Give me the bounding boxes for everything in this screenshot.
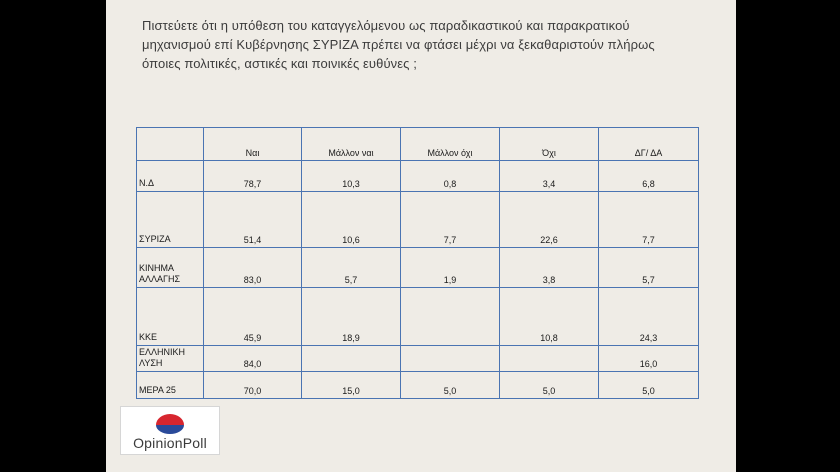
row-label: ΚΙΝΗΜΑ ΑΛΛΑΓΗΣ	[137, 248, 204, 288]
value-cell: 5,0	[599, 372, 699, 399]
row-label: ΕΛΛΗΝΙΚΗ ΛΥΣΗ	[137, 346, 204, 372]
value-cell: 10,8	[500, 288, 599, 346]
value-cell: 45,9	[204, 288, 302, 346]
table-body	[137, 161, 699, 399]
value-cell: 3,8	[500, 248, 599, 288]
header-cell-rather-no: Μάλλον όχι	[401, 128, 500, 161]
results-table	[136, 127, 699, 399]
header-cell-rather-yes: Μάλλον ναι	[302, 128, 401, 161]
row-label: ΜΕΡΑ 25	[137, 372, 204, 399]
value-cell: 6,8	[599, 161, 699, 192]
value-cell: 70,0	[204, 372, 302, 399]
value-cell: 5,7	[599, 248, 699, 288]
value-cell: 22,6	[500, 192, 599, 248]
value-cell: 78,7	[204, 161, 302, 192]
survey-question	[142, 16, 722, 73]
header-cell-no: Όχι	[500, 128, 599, 161]
table-row	[137, 161, 699, 192]
table-row	[137, 248, 699, 288]
value-cell: 16,0	[599, 346, 699, 372]
value-cell	[401, 288, 500, 346]
value-cell: 3,4	[500, 161, 599, 192]
value-cell: 18,9	[302, 288, 401, 346]
value-cell: 5,0	[401, 372, 500, 399]
row-label: Ν.Δ	[137, 161, 204, 192]
value-cell: 1,9	[401, 248, 500, 288]
value-cell: 7,7	[599, 192, 699, 248]
header-cell-dk-na: ΔΓ/ ΔΑ	[599, 128, 699, 161]
value-cell: 5,0	[500, 372, 599, 399]
question-line-3: όποιες πολιτικές, αστικές και ποινικές ευθύνες ;	[142, 56, 417, 71]
table-row	[137, 192, 699, 248]
row-label: ΣΥΡΙΖΑ	[137, 192, 204, 248]
header-cell-party	[137, 128, 204, 161]
value-cell	[302, 346, 401, 372]
table-row	[137, 372, 699, 399]
value-cell: 5,7	[302, 248, 401, 288]
table-row	[137, 346, 699, 372]
value-cell: 15,0	[302, 372, 401, 399]
question-line-2: μηχανισμού επί Κυβέρνησης ΣΥΡΙΖΑ πρέπει να φτάσει μέχρι να ξεκαθαριστούν πλήρως	[142, 37, 655, 52]
value-cell: 84,0	[204, 346, 302, 372]
logo-mark-icon	[150, 409, 190, 435]
value-cell: 24,3	[599, 288, 699, 346]
value-cell: 10,6	[302, 192, 401, 248]
opinionpoll-logo	[120, 406, 220, 455]
slide	[106, 0, 736, 472]
value-cell: 10,3	[302, 161, 401, 192]
value-cell: 0,8	[401, 161, 500, 192]
header-cell-yes: Ναι	[204, 128, 302, 161]
value-cell: 83,0	[204, 248, 302, 288]
logo-text: OpinionPoll	[133, 435, 207, 451]
row-label: ΚΚΕ	[137, 288, 204, 346]
value-cell: 51,4	[204, 192, 302, 248]
table-row	[137, 288, 699, 346]
value-cell	[401, 346, 500, 372]
question-line-1: Πιστεύετε ότι η υπόθεση του καταγγελόμενου ως παραδικαστικού και παρακρατικού	[142, 18, 630, 33]
value-cell: 7,7	[401, 192, 500, 248]
value-cell	[500, 346, 599, 372]
header-row	[137, 128, 699, 161]
